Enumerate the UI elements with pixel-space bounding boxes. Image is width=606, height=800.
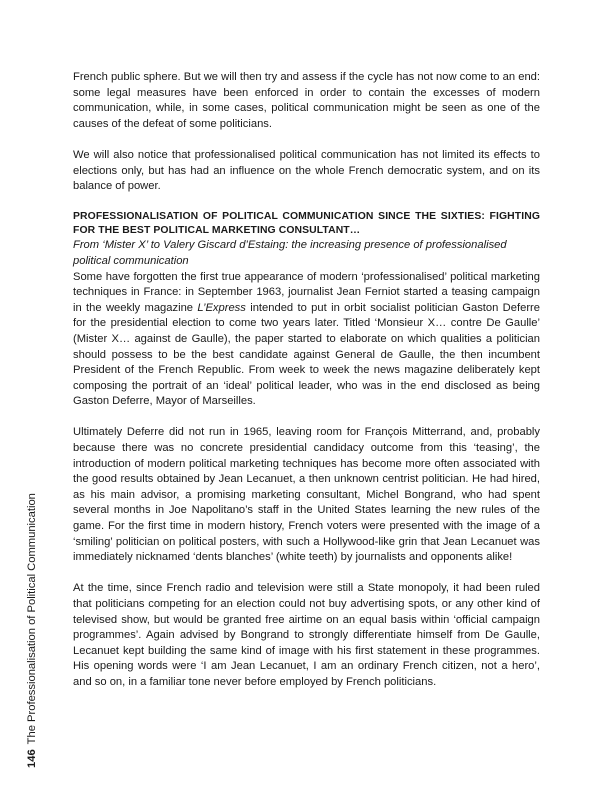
section-heading: PROFESSIONALISATION OF POLITICAL COMMUNICATION SINCE THE SIXTIES: FIGHTING FOR THE BEST POLITICAL MARKETING CONSULTANT…	[73, 211, 540, 237]
paragraph-5: At the time, since French radio and television were still a State monopoly, it had been ruled that politicians competing for an election could not buy advertising spots, or any other kind of televised show, but would be granted free airtime on an equal basis within ‘official campaign programmes’. Again advised by Bongrand to strongly differentiate himself from De Gaulle, Lecanuet kept building the same kind of image with his first statement in these programmes. His opening words were ‘I am Jean Lecanuet, I am an ordinary French citizen, not a hero’, and so on, in a familiar tone never before employed by French politicians.	[73, 582, 540, 688]
page-body	[73, 70, 540, 691]
section-subheading: From ‘Mister X’ to Valery Giscard d’Estaing: the increasing presence of professionalised political communication	[73, 239, 507, 267]
running-title: The Professionalisation of Political Communication	[26, 493, 38, 745]
paragraph-3	[73, 270, 540, 410]
page-number: 146	[26, 749, 38, 768]
paragraph-4: Ultimately Deferre did not run in 1965, leaving room for François Mitterrand, and, probably because there was no concrete presidential candidacy outcome from this ‘teasing’, the introduction of modern political marketing techniques has become more often associated with the good results obtained by Jean Lecanuet, a then unknown centrist politician. He had hired, as his main advisor, a promising marketing consultant, Michel Bongrand, who had spent several months in Joe Napolitano’s staff in the United States learning the new rules of the game. For the first time in modern history, French voters were presented with the image of a ‘smiling’ politician on political posters, with such a Hollywood-like grin that Jean Lecanuet was immediately nicknamed ‘dents blanches’ (white teeth) by journalists and opponents alike!	[73, 426, 540, 564]
paragraph-3-part-b: intended to put in orbit socialist politician Gaston Deferre for the presidential election to come two years later. Titled ‘Monsieur X… contre De Gaulle’ (Mister X… against de Gaulle), the paper started to elaborate on which qualities a politician should possess to be the best candidate against General de Gaulle, the then incumbent President of the French Republic. From week to week the news magazine deliberately kept composing the portrait of an ‘ideal’ political leader, who was in the end disclosed as being Gaston Deferre, Mayor of Marseilles.	[73, 301, 540, 408]
running-header	[26, 493, 38, 768]
magazine-title: L’Express	[197, 301, 246, 314]
paragraph-2: We will also notice that professionalised political communication has not limited its effects to elections only, but has had an influence on the whole French democratic system, and on its balance of power.	[73, 148, 540, 193]
paragraph-3-part-a: Some have forgotten the first true appearance of modern ‘professionalised’ political marketing techniques in France: in September 1963, journalist Jean Ferniot started a teasing campaign in the weekly magazine	[73, 270, 540, 314]
paragraph-1: French public sphere. But we will then try and assess if the cycle has not now come to an end: some legal measures have been enforced in order to contain the excesses of modern communication, while, in some cases, political communication might be seen as one of the causes of the defeat of some politicians.	[73, 71, 540, 130]
